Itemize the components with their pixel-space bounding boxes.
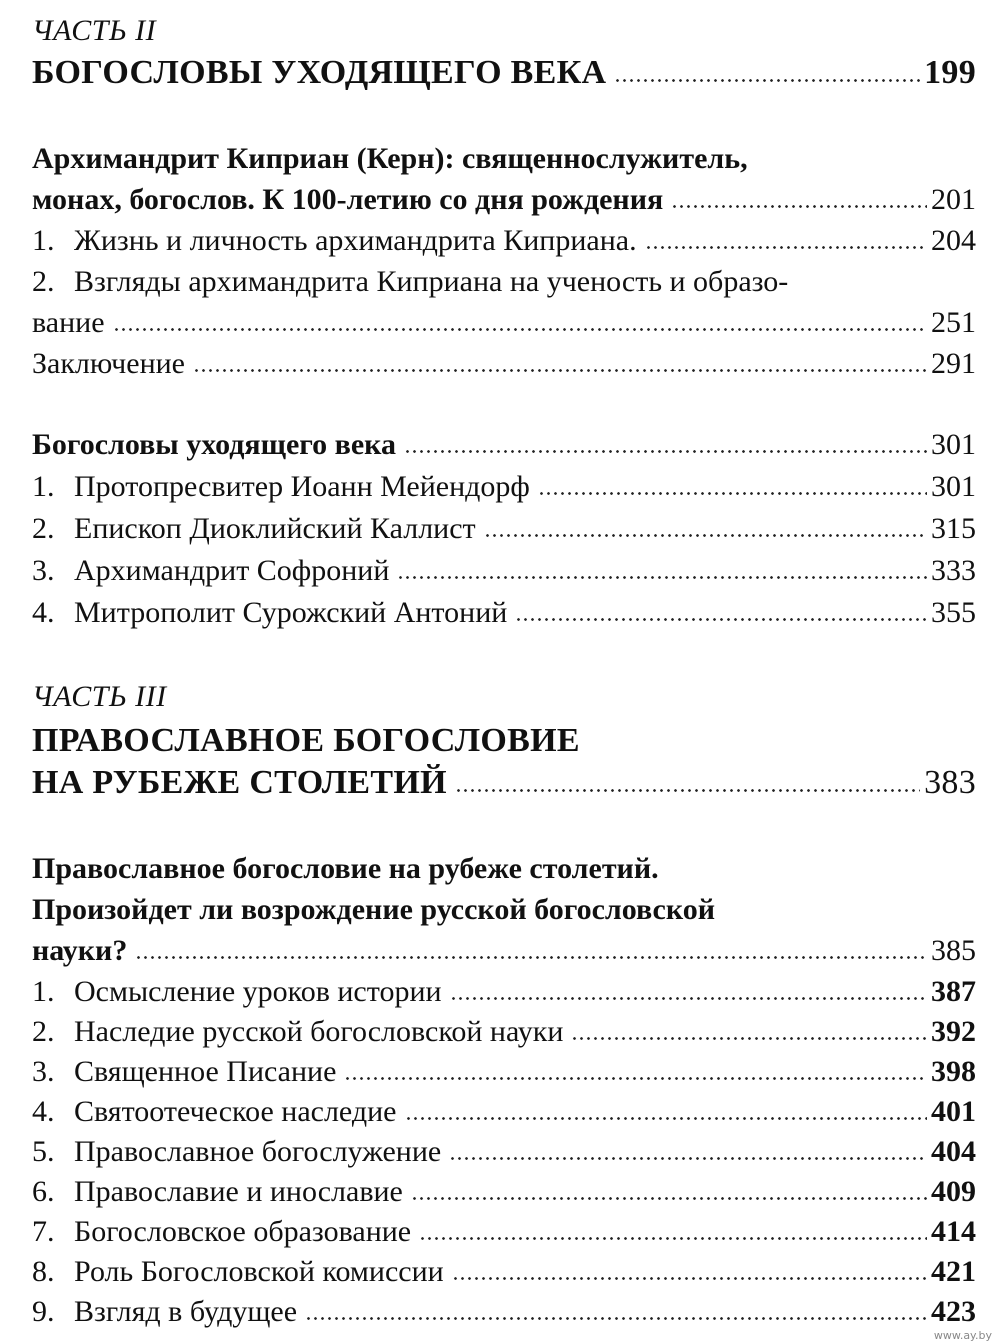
item-text: Заключение — [32, 347, 185, 380]
item-text-continued: вание — [32, 306, 105, 339]
part-2-label: ЧАСТЬ II — [32, 14, 157, 47]
item-number: 7. — [32, 1215, 55, 1248]
section-3-title-line-1: Православное богословие на рубеже столетий. — [32, 852, 659, 885]
item-number: 3. — [32, 1055, 55, 1088]
item-number: 8. — [32, 1255, 55, 1288]
item-text: Священное Писание — [74, 1055, 337, 1088]
page-number: 404 — [931, 1135, 976, 1168]
toc-item — [32, 1175, 976, 1209]
section-3-title-line-3: науки? — [32, 934, 128, 967]
page-number: 414 — [931, 1215, 976, 1248]
item-text: Православное богослужение — [74, 1135, 442, 1168]
dot-leader — [405, 1117, 928, 1120]
item-number: 6. — [32, 1175, 55, 1208]
item-text: Взгляд в будущее — [74, 1295, 298, 1328]
section-3-title-line-2: Произойдет ли возрождение русской богословской — [32, 893, 716, 926]
dot-leader — [645, 246, 927, 249]
dot-leader — [538, 492, 927, 495]
dot-leader — [404, 450, 927, 453]
item-number: 3. — [32, 554, 55, 587]
item-text: Православие и инославие — [74, 1175, 403, 1208]
dot-leader — [455, 789, 920, 792]
page-number: 423 — [931, 1295, 976, 1328]
item-text: Святоотеческое наследие — [74, 1095, 397, 1128]
item-text: Роль Богословской комиссии — [74, 1255, 444, 1288]
section-2-title: Богословы уходящего века — [32, 428, 396, 461]
item-number: 1. — [32, 224, 55, 257]
item-number: 5. — [32, 1135, 55, 1168]
item-text: Богословское образование — [74, 1215, 412, 1248]
dot-leader — [419, 1237, 927, 1240]
part-2-title-entry — [32, 54, 976, 92]
dot-leader — [452, 1277, 927, 1280]
page-number: 315 — [931, 512, 976, 545]
item-text: Протопресвитер Иоанн Мейендорф — [74, 470, 530, 503]
dot-leader — [484, 534, 927, 537]
page-number: 199 — [924, 54, 976, 91]
page-number: 251 — [931, 306, 976, 339]
dot-leader — [411, 1197, 927, 1200]
page-number: 401 — [931, 1095, 976, 1128]
watermark: www.ay.by — [933, 1329, 992, 1342]
item-text: Взгляды архимандрита Киприана на ученость и образо- — [74, 265, 789, 298]
page-number: 387 — [931, 975, 976, 1008]
toc-item — [32, 1255, 976, 1289]
section-1-title-entry — [32, 183, 976, 217]
dot-leader — [571, 1037, 927, 1040]
page-number: 201 — [931, 183, 976, 216]
toc-item — [32, 1055, 976, 1089]
toc-item-line-2 — [32, 306, 976, 340]
toc-item-line-1 — [32, 265, 788, 299]
item-number: 4. — [32, 596, 55, 629]
toc-item — [32, 1095, 976, 1129]
table-of-contents — [32, 0, 976, 1344]
item-number: 2. — [32, 1015, 55, 1048]
page-number: 291 — [931, 347, 976, 380]
toc-item — [32, 224, 976, 258]
item-number: 1. — [32, 470, 55, 503]
item-number: 9. — [32, 1295, 55, 1328]
toc-item — [32, 1135, 976, 1169]
page-number: 398 — [931, 1055, 976, 1088]
page-number: 204 — [931, 224, 976, 257]
dot-leader — [515, 618, 927, 621]
toc-item — [32, 470, 976, 504]
page-number: 409 — [931, 1175, 976, 1208]
dot-leader — [135, 956, 927, 959]
page-number: 392 — [931, 1015, 976, 1048]
section-1-title-line-2: монах, богослов. К 100-летию со дня рождения — [32, 183, 664, 216]
toc-item — [32, 1295, 976, 1329]
part-3-title-line-1: ПРАВОСЛАВНОЕ БОГОСЛОВИЕ — [32, 722, 580, 759]
section-3-title-entry — [32, 934, 976, 968]
part-2-title: БОГОСЛОВЫ УХОДЯЩЕГО ВЕКА — [32, 54, 607, 91]
item-number: 1. — [32, 975, 55, 1008]
dot-leader — [450, 997, 927, 1000]
item-text: Епископ Диоклийский Каллист — [74, 512, 476, 545]
page-number: 355 — [931, 596, 976, 629]
page-number: 383 — [924, 764, 976, 801]
dot-leader — [397, 576, 927, 579]
toc-item — [32, 1215, 976, 1249]
dot-leader — [671, 205, 927, 208]
item-number: 2. — [32, 512, 55, 545]
toc-item — [32, 554, 976, 588]
item-text: Наследие русской богословской науки — [74, 1015, 564, 1048]
item-text: Митрополит Сурожский Антоний — [74, 596, 508, 629]
dot-leader — [344, 1077, 927, 1080]
toc-item — [32, 1015, 976, 1049]
page-number: 385 — [931, 934, 976, 967]
item-text: Жизнь и личность архимандрита Киприана. — [74, 224, 637, 257]
item-number: 2. — [32, 265, 55, 298]
page-number: 421 — [931, 1255, 976, 1288]
toc-item — [32, 347, 976, 381]
page-number: 333 — [931, 554, 976, 587]
toc-item — [32, 596, 976, 630]
dot-leader — [449, 1157, 927, 1160]
part-3-label: ЧАСТЬ III — [32, 680, 167, 713]
item-number: 4. — [32, 1095, 55, 1128]
item-text: Архимандрит Софроний — [74, 554, 390, 587]
item-text: Осмысление уроков истории — [74, 975, 442, 1008]
part-3-title-entry — [32, 764, 976, 802]
toc-item — [32, 512, 976, 546]
section-1-title-line-1: Архимандрит Киприан (Керн): священнослужитель, — [32, 142, 748, 175]
dot-leader — [193, 369, 927, 372]
page-number: 301 — [931, 470, 976, 503]
dot-leader — [113, 328, 927, 331]
dot-leader — [305, 1317, 927, 1320]
toc-item — [32, 975, 976, 1009]
part-3-title-line-2: НА РУБЕЖЕ СТОЛЕТИЙ — [32, 764, 447, 801]
page-number: 301 — [931, 428, 976, 461]
section-2-title-entry — [32, 428, 976, 462]
dot-leader — [614, 79, 920, 82]
